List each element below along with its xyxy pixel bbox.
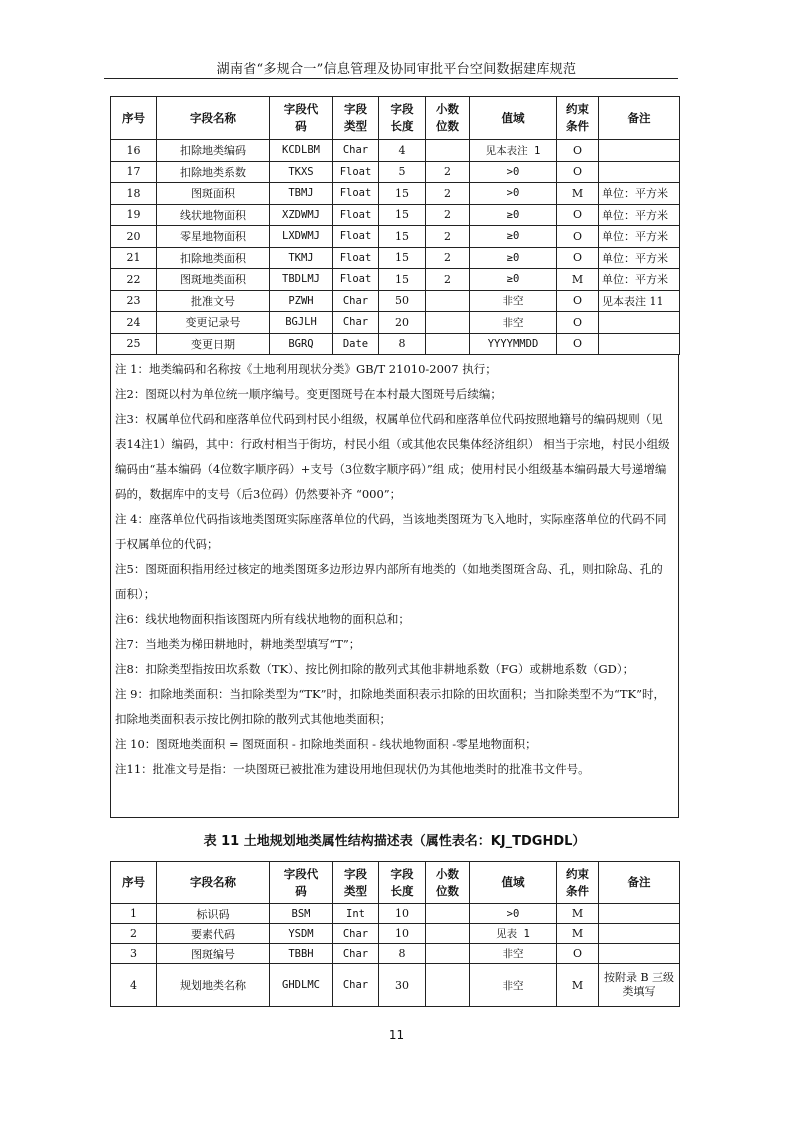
table-cell: M xyxy=(557,904,599,924)
col-header: 备注 xyxy=(599,97,680,140)
table-cell: 单位：平方米 xyxy=(599,269,680,291)
col-header: 小数位数 xyxy=(426,97,470,140)
table-cell: 2 xyxy=(426,247,470,269)
table-cell: M xyxy=(557,964,599,1007)
table-cell: BGRQ xyxy=(270,333,333,355)
table-cell: 2 xyxy=(426,269,470,291)
table-cell: BGJLH xyxy=(270,312,333,334)
table-cell: O xyxy=(557,944,599,964)
table-cell: Float xyxy=(333,161,379,183)
table-cell: 图斑地类面积 xyxy=(157,269,270,291)
table-cell: >0 xyxy=(470,904,557,924)
table-cell: GHDLMC xyxy=(270,964,333,1007)
table-cell: Char xyxy=(333,924,379,944)
note-line: 注3：权属单位代码和座落单位代码到村民小组级，权属单位代码和座落单位代码按照地籍号的编码规则（见表14注1）编码，其中：行政村相当于街坊，村民小组（或其他农民集体经济组织） 相当于宗地，村民小组级编码由“基本编码（4位数字顺序码）+支号（3位数字顺序码）”组 成；使用村民小组级基本编码最大号递增编码的，数据库中的支号（后3位码）仍然要补齐 “000”； xyxy=(115,412,670,501)
table-cell: 20 xyxy=(111,226,157,248)
table-cell: Float xyxy=(333,204,379,226)
table-cell: Char xyxy=(333,140,379,162)
note-line: 注5：图斑面积指用经过核定的地类图斑多边形边界内部所有地类的（如地类图斑含岛、孔，则扣除岛、孔的面积）； xyxy=(115,562,663,601)
table-cell: O xyxy=(557,140,599,162)
table-cell: Float xyxy=(333,269,379,291)
table-header-row xyxy=(111,97,680,140)
header-rule xyxy=(104,78,678,79)
table-header-row xyxy=(111,862,680,904)
table-cell: 非空 xyxy=(470,964,557,1007)
running-header: 湖南省“多规合一”信息管理及协同审批平台空间数据建库规范 xyxy=(216,62,577,77)
table-cell xyxy=(599,904,680,924)
table-cell: 见本表注 1 xyxy=(470,140,557,162)
table-row xyxy=(111,269,680,291)
table-cell: 18 xyxy=(111,183,157,205)
note-line: 注 1：地类编码和名称按《土地利用现状分类》GB/T 21010-2007 执行； xyxy=(115,362,497,376)
table-cell: 按附录 B 三级类填写 xyxy=(599,964,680,1007)
table-cell: >0 xyxy=(470,183,557,205)
col-header: 字段类型 xyxy=(333,862,379,904)
table-cell: 19 xyxy=(111,204,157,226)
table-cell: 8 xyxy=(379,333,426,355)
col-header: 字段长度 xyxy=(379,862,426,904)
table-cell: 非空 xyxy=(470,944,557,964)
table-cell: 2 xyxy=(426,204,470,226)
table-cell: 30 xyxy=(379,964,426,1007)
table-cell: 线状地物面积 xyxy=(157,204,270,226)
table-cell: 零星地物面积 xyxy=(157,226,270,248)
table-cell: 20 xyxy=(379,312,426,334)
table-cell xyxy=(426,924,470,944)
table-cell: 24 xyxy=(111,312,157,334)
table-cell: 8 xyxy=(379,944,426,964)
table-row xyxy=(111,290,680,312)
table-cell: Char xyxy=(333,290,379,312)
table-cell: 单位：平方米 xyxy=(599,183,680,205)
table-cell xyxy=(426,290,470,312)
table-cell: 规划地类名称 xyxy=(157,964,270,1007)
table-row xyxy=(111,247,680,269)
table-cell xyxy=(426,944,470,964)
table-cell: 4 xyxy=(111,964,157,1007)
table-cell: M xyxy=(557,269,599,291)
table-cell xyxy=(426,333,470,355)
col-header: 字段长度 xyxy=(379,97,426,140)
table-cell: Int xyxy=(333,904,379,924)
col-header: 约束条件 xyxy=(557,862,599,904)
table-cell: 图斑编号 xyxy=(157,944,270,964)
table-cell: LXDWMJ xyxy=(270,226,333,248)
table-cell: Date xyxy=(333,333,379,355)
table-cell xyxy=(426,140,470,162)
note-line: 注11：批准文号是指：一块图斑已被批准为建设用地但现状仍为其他地类时的批准书文件号。 xyxy=(115,762,590,776)
attribute-table-continued xyxy=(110,96,680,355)
table-cell: KCDLBM xyxy=(270,140,333,162)
table-row xyxy=(111,312,680,334)
table-cell xyxy=(426,964,470,1007)
table-cell: M xyxy=(557,183,599,205)
table-cell: ≥0 xyxy=(470,247,557,269)
table-row xyxy=(111,333,680,355)
note-line: 注2：图斑以村为单位统一顺序编号。变更图斑号在本村最大图斑号后续编； xyxy=(115,387,502,401)
table-cell: O xyxy=(557,161,599,183)
page-number: 11 xyxy=(388,1028,405,1042)
table-cell: O xyxy=(557,290,599,312)
table-cell: 10 xyxy=(379,924,426,944)
table-notes xyxy=(110,355,679,818)
table-cell: 见表 1 xyxy=(470,924,557,944)
table-cell xyxy=(599,333,680,355)
table-cell: TBDLMJ xyxy=(270,269,333,291)
table-cell: 单位：平方米 xyxy=(599,226,680,248)
table-cell xyxy=(599,312,680,334)
table-cell: 要素代码 xyxy=(157,924,270,944)
table-cell: 2 xyxy=(426,226,470,248)
col-header: 备注 xyxy=(599,862,680,904)
table-cell: 图斑面积 xyxy=(157,183,270,205)
table-cell: TKXS xyxy=(270,161,333,183)
table-row xyxy=(111,924,680,944)
note-line: 注8：扣除类型指按田坎系数（TK）、按比例扣除的散列式其他非耕地系数（FG）或耕地系数（GD）； xyxy=(115,662,635,676)
table-cell: 5 xyxy=(379,161,426,183)
table-row xyxy=(111,904,680,924)
table-cell: 变更记录号 xyxy=(157,312,270,334)
table-cell: 非空 xyxy=(470,290,557,312)
table-cell: 非空 xyxy=(470,312,557,334)
table-cell: 变更日期 xyxy=(157,333,270,355)
table-cell: XZDWMJ xyxy=(270,204,333,226)
table-cell: 单位：平方米 xyxy=(599,204,680,226)
col-header: 序号 xyxy=(111,97,157,140)
table-cell: 2 xyxy=(111,924,157,944)
col-header: 字段代码 xyxy=(270,97,333,140)
table-cell xyxy=(599,944,680,964)
table-cell: ≥0 xyxy=(470,204,557,226)
table-cell: O xyxy=(557,312,599,334)
table-cell: 15 xyxy=(379,183,426,205)
table-cell: 15 xyxy=(379,247,426,269)
table-cell xyxy=(426,312,470,334)
note-line: 注 10：图斑地类面积 = 图斑面积 - 扣除地类面积 - 线状地物面积 -零星地物面积； xyxy=(115,737,537,751)
table-cell: 16 xyxy=(111,140,157,162)
table-cell: TBBH xyxy=(270,944,333,964)
table-cell: 17 xyxy=(111,161,157,183)
land-planning-attribute-table xyxy=(110,861,680,1007)
table-cell: 见本表注 11 xyxy=(599,290,680,312)
table-cell: Char xyxy=(333,964,379,1007)
table-cell: YSDM xyxy=(270,924,333,944)
table-cell: Float xyxy=(333,226,379,248)
col-header: 值域 xyxy=(470,862,557,904)
table-row xyxy=(111,226,680,248)
note-line: 注7：当地类为梯田耕地时，耕地类型填写“T”； xyxy=(115,637,361,651)
col-header: 字段名称 xyxy=(157,97,270,140)
table-cell xyxy=(426,904,470,924)
table-cell xyxy=(599,924,680,944)
table-cell: 15 xyxy=(379,269,426,291)
table-cell: ≥0 xyxy=(470,269,557,291)
table-cell: 10 xyxy=(379,904,426,924)
table-cell: TKMJ xyxy=(270,247,333,269)
table-cell: Char xyxy=(333,312,379,334)
table-cell: M xyxy=(557,924,599,944)
table-row xyxy=(111,140,680,162)
table-cell: 批准文号 xyxy=(157,290,270,312)
table-cell: 21 xyxy=(111,247,157,269)
table-title: 表 11 土地规划地类属性结构描述表（属性表名：KJ_TDGHDL） xyxy=(203,834,586,849)
table-cell: Float xyxy=(333,247,379,269)
note-line: 注 4：座落单位代码指该地类图斑实际座落单位的代码，当该地类图斑为飞入地时，实际座落单位的代码不同于权属单位的代码； xyxy=(115,512,667,551)
table-row xyxy=(111,204,680,226)
col-header: 值域 xyxy=(470,97,557,140)
table-cell: 4 xyxy=(379,140,426,162)
col-header: 小数位数 xyxy=(426,862,470,904)
table-cell: TBMJ xyxy=(270,183,333,205)
table-cell: 15 xyxy=(379,204,426,226)
table-cell: ≥0 xyxy=(470,226,557,248)
table-cell: 扣除地类系数 xyxy=(157,161,270,183)
table-cell: O xyxy=(557,226,599,248)
table-cell: YYYYMMDD xyxy=(470,333,557,355)
table-cell: Char xyxy=(333,944,379,964)
table-cell: O xyxy=(557,204,599,226)
col-header: 字段名称 xyxy=(157,862,270,904)
table-cell: 2 xyxy=(426,161,470,183)
table-row xyxy=(111,183,680,205)
table-cell: BSM xyxy=(270,904,333,924)
col-header: 字段代码 xyxy=(270,862,333,904)
table-cell: 50 xyxy=(379,290,426,312)
table-cell: 1 xyxy=(111,904,157,924)
table-cell: 22 xyxy=(111,269,157,291)
table-cell: 2 xyxy=(426,183,470,205)
table-row xyxy=(111,964,680,1007)
table-cell: Float xyxy=(333,183,379,205)
table-cell: PZWH xyxy=(270,290,333,312)
table-cell xyxy=(599,161,680,183)
col-header: 约束条件 xyxy=(557,97,599,140)
table-cell: O xyxy=(557,247,599,269)
col-header: 字段类型 xyxy=(333,97,379,140)
table-cell: 25 xyxy=(111,333,157,355)
table-cell: 标识码 xyxy=(157,904,270,924)
note-line: 注 9：扣除地类面积：当扣除类型为“TK”时，扣除地类面积表示扣除的田坎面积；当扣除类型不为“TK”时，扣除地类面积表示按比例扣除的散列式其他地类面积； xyxy=(115,687,666,726)
col-header: 序号 xyxy=(111,862,157,904)
table-cell: 扣除地类面积 xyxy=(157,247,270,269)
table-cell: 23 xyxy=(111,290,157,312)
table-cell: O xyxy=(557,333,599,355)
table-row xyxy=(111,161,680,183)
table-cell: 3 xyxy=(111,944,157,964)
table-cell: 15 xyxy=(379,226,426,248)
table-cell: >0 xyxy=(470,161,557,183)
table-cell: 单位：平方米 xyxy=(599,247,680,269)
table-cell xyxy=(599,140,680,162)
table-cell: 扣除地类编码 xyxy=(157,140,270,162)
note-line: 注6：线状地物面积指该图斑内所有线状地物的面积总和； xyxy=(115,612,410,626)
table-row xyxy=(111,944,680,964)
